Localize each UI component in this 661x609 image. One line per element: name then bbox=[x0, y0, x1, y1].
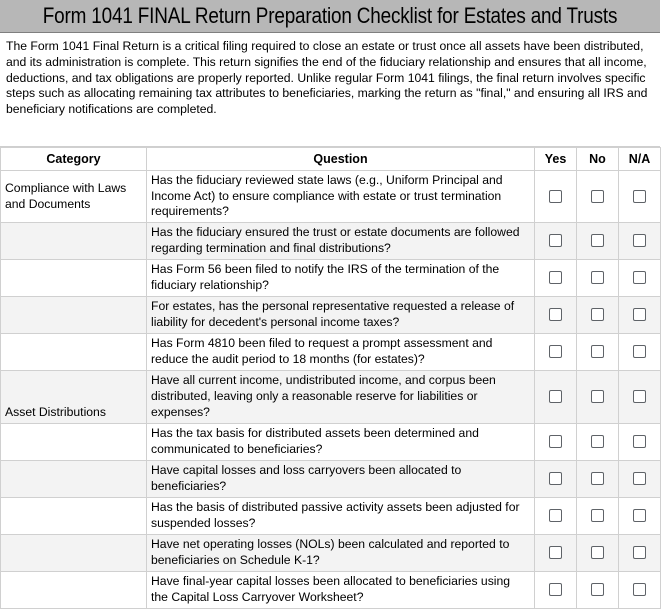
question-cell: Has Form 56 been filed to notify the IRS of the termination of the fiduciary relationship? bbox=[147, 260, 535, 297]
na-checkbox[interactable] bbox=[633, 390, 646, 403]
na-checkbox[interactable] bbox=[633, 345, 646, 358]
category-cell bbox=[1, 498, 147, 535]
header-na: N/A bbox=[619, 148, 661, 171]
no-checkbox[interactable] bbox=[591, 234, 604, 247]
no-checkbox[interactable] bbox=[591, 583, 604, 596]
na-checkbox[interactable] bbox=[633, 234, 646, 247]
question-cell: Have all current income, undistributed income, and corpus been distributed, leaving only a reasonable reserve for liabilities or expenses? bbox=[147, 371, 535, 424]
na-checkbox[interactable] bbox=[633, 583, 646, 596]
no-checkbox[interactable] bbox=[591, 546, 604, 559]
header-row bbox=[1, 148, 661, 171]
na-checkbox[interactable] bbox=[633, 308, 646, 321]
yes-checkbox[interactable] bbox=[549, 234, 562, 247]
category-cell bbox=[1, 260, 147, 297]
table-row bbox=[1, 535, 661, 572]
table-row bbox=[1, 498, 661, 535]
yes-checkbox[interactable] bbox=[549, 546, 562, 559]
intro-paragraph: The Form 1041 Final Return is a critical filing required to close an estate or trust once all assets have been distributed, and its administration is complete. This return signifies the end of the fiduciary relationship and ensures that all income, deductions, and tax obligations are properly reported. Unlike regular Form 1041 filings, the final return involves specific steps such as allocating remaining tax attributes to beneficiaries, marking the return as "final," and ensuring all IRS and beneficiary notifications are completed. bbox=[0, 33, 660, 147]
no-checkbox[interactable] bbox=[591, 435, 604, 448]
no-checkbox[interactable] bbox=[591, 509, 604, 522]
yes-checkbox[interactable] bbox=[549, 583, 562, 596]
no-checkbox[interactable] bbox=[591, 390, 604, 403]
header-no: No bbox=[577, 148, 619, 171]
na-checkbox[interactable] bbox=[633, 271, 646, 284]
category-cell bbox=[1, 424, 147, 461]
question-cell: Have final-year capital losses been allocated to beneficiaries using the Capital Loss Carryover Worksheet? bbox=[147, 572, 535, 609]
category-cell bbox=[1, 572, 147, 609]
category-cell bbox=[1, 297, 147, 334]
na-checkbox[interactable] bbox=[633, 509, 646, 522]
question-cell: Has the tax basis for distributed assets been determined and communicated to beneficiaries? bbox=[147, 424, 535, 461]
question-cell: Have capital losses and loss carryovers been allocated to beneficiaries? bbox=[147, 461, 535, 498]
question-cell: Has Form 4810 been filed to request a prompt assessment and reduce the audit period to 18 months (for estates)? bbox=[147, 334, 535, 371]
no-checkbox[interactable] bbox=[591, 345, 604, 358]
no-checkbox[interactable] bbox=[591, 271, 604, 284]
na-checkbox[interactable] bbox=[633, 190, 646, 203]
yes-checkbox[interactable] bbox=[549, 271, 562, 284]
question-cell: Has the fiduciary ensured the trust or estate documents are followed regarding termination and final distributions? bbox=[147, 223, 535, 260]
yes-checkbox[interactable] bbox=[549, 190, 562, 203]
yes-checkbox[interactable] bbox=[549, 390, 562, 403]
no-checkbox[interactable] bbox=[591, 308, 604, 321]
yes-checkbox[interactable] bbox=[549, 308, 562, 321]
table-row bbox=[1, 297, 661, 334]
table-row bbox=[1, 171, 661, 223]
table-row bbox=[1, 334, 661, 371]
na-checkbox[interactable] bbox=[633, 546, 646, 559]
question-cell: Has the basis of distributed passive activity assets been adjusted for suspended losses? bbox=[147, 498, 535, 535]
table-row bbox=[1, 260, 661, 297]
page-title: Form 1041 FINAL Return Preparation Checklist for Estates and Trusts bbox=[42, 3, 618, 28]
table-row bbox=[1, 424, 661, 461]
category-cell bbox=[1, 334, 147, 371]
na-checkbox[interactable] bbox=[633, 472, 646, 485]
category-cell bbox=[1, 223, 147, 260]
table-row bbox=[1, 371, 661, 424]
table-row bbox=[1, 461, 661, 498]
no-checkbox[interactable] bbox=[591, 472, 604, 485]
yes-checkbox[interactable] bbox=[549, 509, 562, 522]
header-category: Category bbox=[1, 148, 147, 171]
header-question: Question bbox=[147, 148, 535, 171]
no-checkbox[interactable] bbox=[591, 190, 604, 203]
question-cell: For estates, has the personal representative requested a release of liability for decedent's personal income taxes? bbox=[147, 297, 535, 334]
question-cell: Has the fiduciary reviewed state laws (e.g., Uniform Principal and Income Act) to ensure compliance with estate or trust termination requirements? bbox=[147, 171, 535, 223]
title-bar bbox=[0, 0, 660, 33]
category-cell: Asset Distributions bbox=[1, 371, 147, 424]
na-checkbox[interactable] bbox=[633, 435, 646, 448]
yes-checkbox[interactable] bbox=[549, 435, 562, 448]
checklist-table bbox=[0, 147, 661, 609]
table-row bbox=[1, 572, 661, 609]
table-row bbox=[1, 223, 661, 260]
header-yes: Yes bbox=[535, 148, 577, 171]
yes-checkbox[interactable] bbox=[549, 472, 562, 485]
question-cell: Have net operating losses (NOLs) been calculated and reported to beneficiaries on Schedule K-1? bbox=[147, 535, 535, 572]
category-cell: Compliance with Laws and Documents bbox=[1, 171, 147, 223]
yes-checkbox[interactable] bbox=[549, 345, 562, 358]
category-cell bbox=[1, 461, 147, 498]
category-cell bbox=[1, 535, 147, 572]
